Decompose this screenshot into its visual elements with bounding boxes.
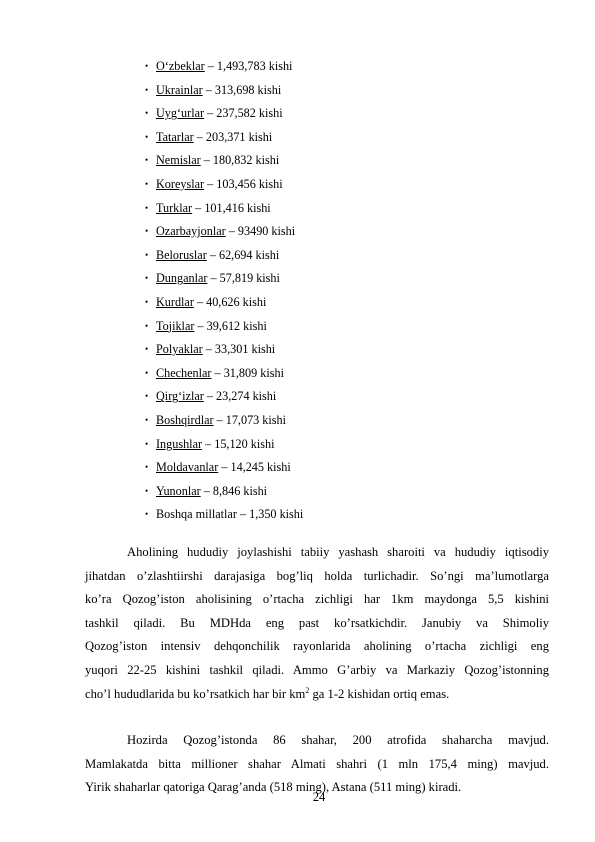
paragraph-line: Hozirda Qozog’istonda 86 shahar, 200 atrofida shaharcha mavjud. bbox=[127, 733, 549, 747]
nationality-link[interactable]: Qirg‘izlar bbox=[156, 389, 204, 404]
population-count: – 31,809 kishi bbox=[211, 365, 284, 380]
nationality-link[interactable]: Kurdlar bbox=[156, 294, 194, 309]
page-number: 24 bbox=[312, 790, 326, 804]
nationality-link[interactable]: Ozarbayjonlar bbox=[156, 224, 226, 239]
nationality-link[interactable]: Boshqirdlar bbox=[156, 412, 214, 427]
list-item bbox=[145, 433, 303, 457]
nationality-link[interactable]: Ukrainlar bbox=[156, 82, 203, 97]
list-item bbox=[145, 102, 303, 126]
nationality-link[interactable]: Turklar bbox=[156, 200, 193, 215]
population-count: – 180,832 kishi bbox=[200, 153, 280, 168]
population-count: – 14,245 kishi bbox=[218, 460, 291, 475]
bullet-icon: • bbox=[145, 273, 149, 284]
list-item bbox=[145, 149, 303, 173]
bullet-icon: • bbox=[145, 131, 149, 142]
list-item bbox=[145, 173, 303, 197]
nationality-link[interactable]: Uyg‘urlar bbox=[156, 106, 205, 121]
list-item bbox=[145, 385, 303, 409]
paragraph-line: Aholining hududiy joylashishi tabiiy yashash sharoiti va hududiy iqtisodiy bbox=[127, 545, 549, 559]
nationality-link[interactable]: O‘zbeklar bbox=[156, 59, 205, 73]
bullet-icon: • bbox=[145, 485, 149, 496]
bullet-icon: • bbox=[145, 61, 149, 71]
list-item bbox=[145, 503, 303, 527]
nationality-link[interactable]: Yunonlar bbox=[156, 483, 201, 498]
bullet-icon: • bbox=[145, 320, 149, 331]
list-item bbox=[145, 456, 303, 480]
paragraph-line: tashkil qiladi. Bu MDHda eng past ko’rsatkichdir. Janubiy va Shimoliy bbox=[85, 615, 549, 630]
list-item bbox=[145, 338, 303, 362]
bullet-icon: • bbox=[145, 462, 149, 473]
list-item bbox=[145, 362, 303, 386]
population-count: – 1,350 kishi bbox=[236, 507, 304, 522]
bullet-icon: • bbox=[145, 391, 149, 402]
bullet-icon: • bbox=[145, 178, 149, 189]
population-count: – 17,073 kishi bbox=[213, 412, 286, 427]
nationality-link[interactable]: Nemislar bbox=[156, 153, 201, 168]
nationality-label: Boshqa millatlar bbox=[156, 507, 237, 522]
population-count: – 203,371 kishi bbox=[193, 129, 273, 144]
paragraph-line: Yirik shaharlar qatoriga Qarag’anda (518 ming), Astana (511 ming) kiradi. bbox=[85, 780, 462, 795]
population-count: – 313,698 kishi bbox=[202, 82, 282, 97]
population-count: – 40,626 kishi bbox=[193, 294, 267, 309]
population-count: – 103,456 kishi bbox=[204, 176, 283, 191]
list-item bbox=[145, 291, 303, 315]
bullet-icon: • bbox=[145, 202, 149, 213]
population-count: – 1,493,783 kishi bbox=[204, 59, 293, 73]
paragraph-line: jihatdan o’zlashtiirshi darajasiga bog’liq holda turlichadir. So’ngi ma’lumotlarga bbox=[85, 568, 549, 583]
list-item bbox=[145, 79, 303, 103]
nationality-link[interactable]: Chechenlar bbox=[156, 365, 212, 380]
list-item bbox=[145, 244, 303, 268]
nationality-link[interactable]: Tojiklar bbox=[156, 318, 195, 333]
bullet-icon: • bbox=[145, 155, 149, 166]
bullet-icon: • bbox=[145, 249, 149, 260]
bullet-icon: • bbox=[145, 438, 149, 449]
population-count: – 8,846 kishi bbox=[200, 483, 268, 498]
population-count: – 23,274 kishi bbox=[203, 389, 277, 404]
nationality-link[interactable]: Koreyslar bbox=[156, 176, 205, 191]
list-item bbox=[145, 480, 303, 504]
list-item bbox=[145, 197, 303, 221]
paragraph-line: Mamlakatda bitta millioner shahar Almati shahri (1 mln 175,4 ming) mavjud. bbox=[85, 756, 549, 771]
paragraph-line: ko’ra Qozog’iston aholisining o’rtacha zichligi har 1km maydonga 5,5 kishini bbox=[85, 592, 549, 607]
bullet-icon: • bbox=[145, 296, 149, 307]
nationality-link[interactable]: Moldavanlar bbox=[156, 460, 219, 475]
nationality-link[interactable]: Tatarlar bbox=[156, 129, 194, 144]
list-item bbox=[145, 220, 303, 244]
bullet-icon: • bbox=[145, 344, 149, 355]
nationality-link[interactable]: Ingushlar bbox=[156, 436, 203, 451]
list-item bbox=[145, 267, 303, 291]
population-count: – 57,819 kishi bbox=[207, 271, 280, 286]
population-count: – 33,301 kishi bbox=[202, 342, 276, 357]
population-count: – 101,416 kishi bbox=[192, 200, 271, 215]
paragraph-line: cho’l hududlarida bu ko’rsatkich har bir $km^2$ ga 1-2 kishidan ortiq emas. bbox=[85, 685, 450, 701]
population-count: – 62,694 kishi bbox=[206, 247, 280, 262]
list-item bbox=[145, 126, 303, 150]
nationality-link[interactable]: Beloruslar bbox=[156, 247, 207, 262]
list-item bbox=[145, 315, 303, 339]
population-count: – 237,582 kishi bbox=[204, 106, 283, 121]
paragraph-line: Qozog’iston intensiv dehqonchilik rayonlarida aholining o’rtacha zichligi eng bbox=[85, 639, 549, 654]
population-count: – 39,612 kishi bbox=[194, 318, 267, 333]
population-count: – 15,120 kishi bbox=[202, 436, 275, 451]
bullet-icon: • bbox=[145, 84, 149, 95]
nationalities-list bbox=[145, 55, 303, 527]
bullet-icon: • bbox=[145, 108, 149, 119]
nationality-link[interactable]: Dunganlar bbox=[156, 271, 208, 286]
nationality-link[interactable]: Polyaklar bbox=[156, 342, 203, 357]
bullet-icon: • bbox=[145, 414, 149, 425]
paragraph-line: yuqori 22-25 kishini tashkil qiladi. Ammo G’arbiy va Markaziy Qozog’istonning bbox=[85, 663, 549, 677]
population-count: – 93490 kishi bbox=[225, 224, 296, 239]
bullet-icon: • bbox=[145, 226, 149, 237]
bullet-icon: • bbox=[145, 509, 149, 520]
bullet-icon: • bbox=[145, 367, 149, 378]
list-item bbox=[145, 409, 303, 433]
list-item bbox=[145, 55, 303, 79]
